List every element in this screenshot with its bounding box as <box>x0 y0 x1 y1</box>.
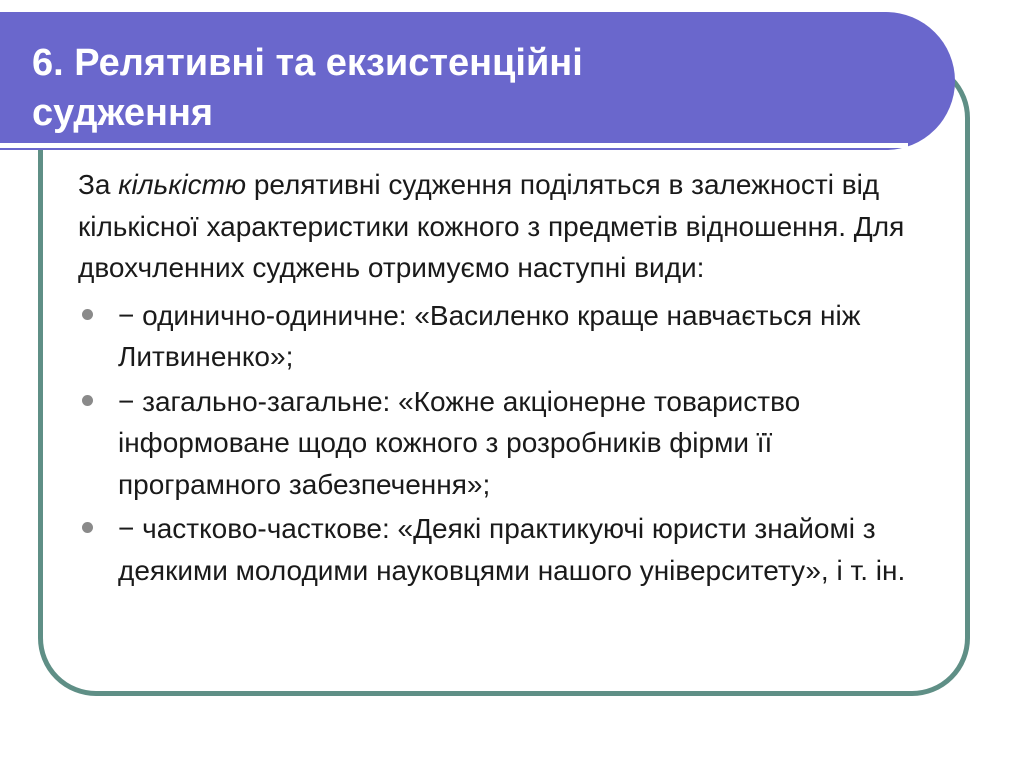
bullet-icon <box>82 395 93 406</box>
bullet-item <box>78 508 938 591</box>
title-banner <box>0 12 955 150</box>
bullet-icon <box>82 522 93 533</box>
intro-prefix: За <box>78 169 119 200</box>
bullet-text: − загально-загальне: «Кожне акціонерне товариство інформоване щодо кожного з розробників фірми її програмного забезпечення»; <box>118 385 801 500</box>
bullet-item <box>78 381 938 506</box>
slide-title-line-2: судження <box>32 92 214 134</box>
intro-paragraph <box>78 164 938 289</box>
bullet-text: − одинично-одиничне: «Василенко краще навчається ніж Литвиненко»; <box>118 299 861 372</box>
slide-title <box>32 38 892 138</box>
bullet-text: − частково-часткове: «Деякі практикуючі юристи знайомі з деякими молодими науковцями нашого університету», і т. ін. <box>118 513 906 586</box>
slide-body <box>78 164 938 594</box>
intro-rest: релятивні судження поділяться в залежності від кількісної характеристики кожного з предметів відношення. Для двохчленних суджень отримуємо наступні види: <box>78 169 905 283</box>
bullet-item <box>78 295 938 378</box>
title-underline <box>0 143 908 148</box>
bullet-icon <box>82 309 93 320</box>
bullet-list <box>78 295 938 592</box>
slide-title-line-1: 6. Релятивні та екзистенційні <box>32 42 583 84</box>
intro-emphasis: кількістю <box>118 169 247 200</box>
